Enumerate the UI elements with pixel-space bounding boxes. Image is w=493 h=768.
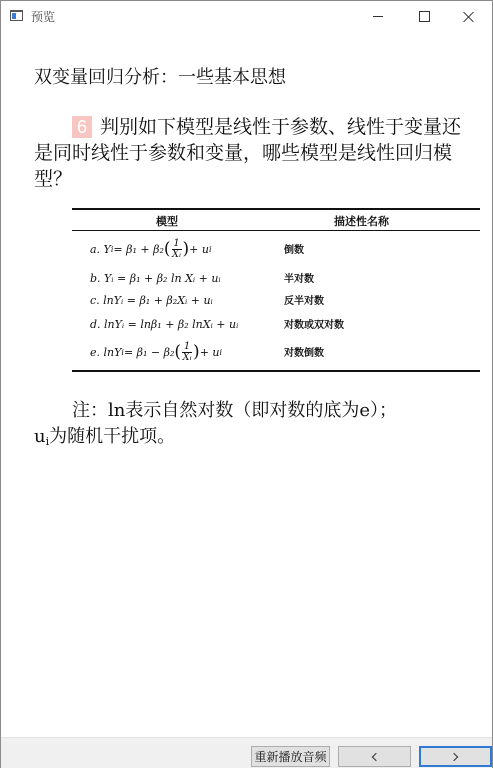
- fraction-a-den: Xᵢ: [171, 248, 182, 260]
- formula-a-rest: = β₁ + β₂: [113, 242, 164, 256]
- minimize-icon: [373, 16, 383, 17]
- question-number-badge: 6: [72, 116, 92, 138]
- app-window-icon: [10, 10, 23, 21]
- table-row-a: [72, 237, 480, 261]
- description-e: 对数倒数: [284, 348, 324, 359]
- next-button[interactable]: [419, 746, 492, 767]
- question-paragraph: [34, 114, 464, 192]
- window-title: 预览: [31, 10, 56, 24]
- chevron-right-icon: [450, 752, 458, 760]
- table-row-d: [72, 312, 480, 336]
- formula-a-prefix: a. Y: [90, 242, 111, 256]
- slide-heading: 双变量回归分析：一些基本思想: [34, 67, 286, 88]
- table-row-e: [72, 340, 480, 364]
- chevron-left-icon: [372, 752, 380, 760]
- close-button[interactable]: [446, 1, 492, 32]
- formula-e-tail: + u: [199, 345, 220, 359]
- fraction-e-den: Xᵢ: [182, 351, 192, 363]
- description-d: 对数或双对数: [284, 320, 344, 331]
- maximize-button[interactable]: [401, 1, 447, 32]
- formula-a: a. Y i = β₁ + β₂ ( $\frac{1}{\text{Xᵢ}}$ ) + u i: [90, 237, 212, 260]
- minimize-button[interactable]: [355, 1, 401, 32]
- fraction-e: [182, 342, 192, 363]
- table-row-b: [72, 266, 480, 290]
- table-header-model: 模型: [156, 215, 178, 228]
- table-header-description: 描述性名称: [334, 215, 389, 228]
- formula-e: e. lnY i = β₁ − β₂ ( $\frac{1}{\text{Xᵢ}}$ ) + u i: [90, 340, 223, 363]
- question-text: 判别如下模型是线性于参数、线性于变量还是同时线性于参数和变量，哪些模型是线性回归模型？: [34, 116, 462, 190]
- title-bar: [1, 1, 492, 32]
- close-icon: [463, 11, 475, 23]
- table-header-rule: [72, 230, 480, 231]
- table-top-rule: [72, 208, 480, 210]
- formula-e-prefix: e. lnY: [90, 345, 122, 359]
- maximize-icon: [419, 11, 430, 22]
- slide-content: [1, 32, 492, 736]
- description-a: 倒数: [284, 245, 304, 256]
- note-u: u: [34, 426, 46, 447]
- fraction-e-num: 1: [183, 340, 191, 352]
- fraction-a: [172, 239, 182, 260]
- previous-button[interactable]: [338, 746, 411, 767]
- model-table: [72, 208, 480, 372]
- note-u-subscript: i: [45, 435, 50, 448]
- note-line-2: 为随机干扰项。: [49, 426, 176, 447]
- formula-e-rest: = β₁ − β₂: [123, 345, 175, 359]
- table-row-c: [72, 288, 480, 312]
- table-bottom-rule: [72, 370, 480, 372]
- description-b: 半对数: [284, 274, 314, 285]
- formula-c: c. lnYᵢ = β₁ + β₂Xᵢ + uᵢ: [90, 293, 213, 307]
- formula-b: b. Yᵢ = β₁ + β₂ ln Xᵢ + uᵢ: [90, 271, 221, 285]
- formula-a-tail: + u: [189, 242, 209, 256]
- note-line-1: 注：ln表示自然对数（即对数的底为e）；: [72, 400, 398, 421]
- fraction-a-num: 1: [173, 237, 180, 249]
- note-paragraph: [34, 398, 464, 455]
- formula-d: d. lnYᵢ = lnβ₁ + β₂ lnXᵢ + uᵢ: [90, 317, 239, 331]
- bottom-toolbar: [1, 737, 492, 768]
- description-c: 反半对数: [284, 296, 324, 307]
- replay-audio-button[interactable]: 重新播放音频: [251, 746, 330, 767]
